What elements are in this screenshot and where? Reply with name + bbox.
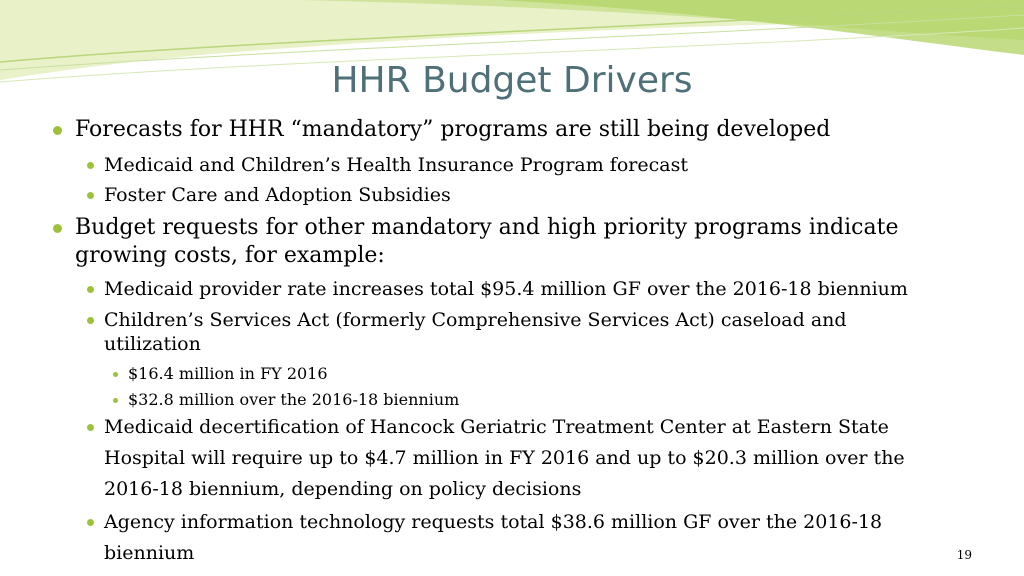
page-number: 19 [956, 548, 972, 562]
bullet-item [104, 308, 847, 356]
bullet-text: biennium [104, 542, 195, 564]
bullet-text: Agency information technology requests total $38.6 million GF over the 2016-18 [104, 511, 883, 533]
bullet-icon [87, 192, 94, 199]
bullet-text: utilization [104, 333, 201, 355]
bullet-icon [53, 126, 62, 135]
slide-title: HHR Budget Drivers [331, 60, 693, 101]
bullet-item [104, 153, 688, 177]
bullet-icon [87, 286, 94, 293]
bullet-text: Hospital will require up to $4.7 million in FY 2016 and up to $20.3 million over the [104, 447, 905, 469]
bullet-item [104, 277, 908, 301]
bullet-item [128, 363, 328, 385]
bullet-item [75, 116, 830, 144]
bullet-text: Budget requests for other mandatory and high priority programs indicate [75, 215, 899, 240]
bullet-text: $32.8 million over the 2016-18 biennium [128, 390, 460, 409]
bullet-icon [87, 317, 94, 324]
bullet-text: Medicaid decertification of Hancock Geriatric Treatment Center at Eastern State [104, 416, 889, 438]
bullet-item [104, 412, 905, 505]
bullet-icon [113, 372, 118, 377]
bullet-icon [87, 424, 94, 431]
bullet-icon [53, 224, 62, 233]
bullet-text: Medicaid provider rate increases total $95.4 million GF over the 2016-18 biennium [104, 278, 908, 300]
bullet-icon [87, 519, 94, 526]
bullet-text: Forecasts for HHR “mandatory” programs are still being developed [75, 117, 831, 142]
bullet-text: Foster Care and Adoption Subsidies [104, 184, 451, 206]
bullet-item [75, 214, 898, 270]
bullet-text: Medicaid and Children’s Health Insurance Program forecast [104, 154, 688, 176]
bullet-text: Children’s Services Act (formerly Comprehensive Services Act) caseload and [104, 309, 847, 331]
bullet-item [104, 507, 882, 569]
bullet-text: growing costs, for example: [75, 243, 385, 268]
bullet-text: $16.4 million in FY 2016 [128, 364, 328, 383]
bullet-item [128, 389, 459, 411]
bullet-text: 2016-18 biennium, depending on policy decisions [104, 478, 582, 500]
bullet-icon [87, 162, 94, 169]
bullet-item [104, 183, 451, 207]
bullet-icon [113, 398, 118, 403]
